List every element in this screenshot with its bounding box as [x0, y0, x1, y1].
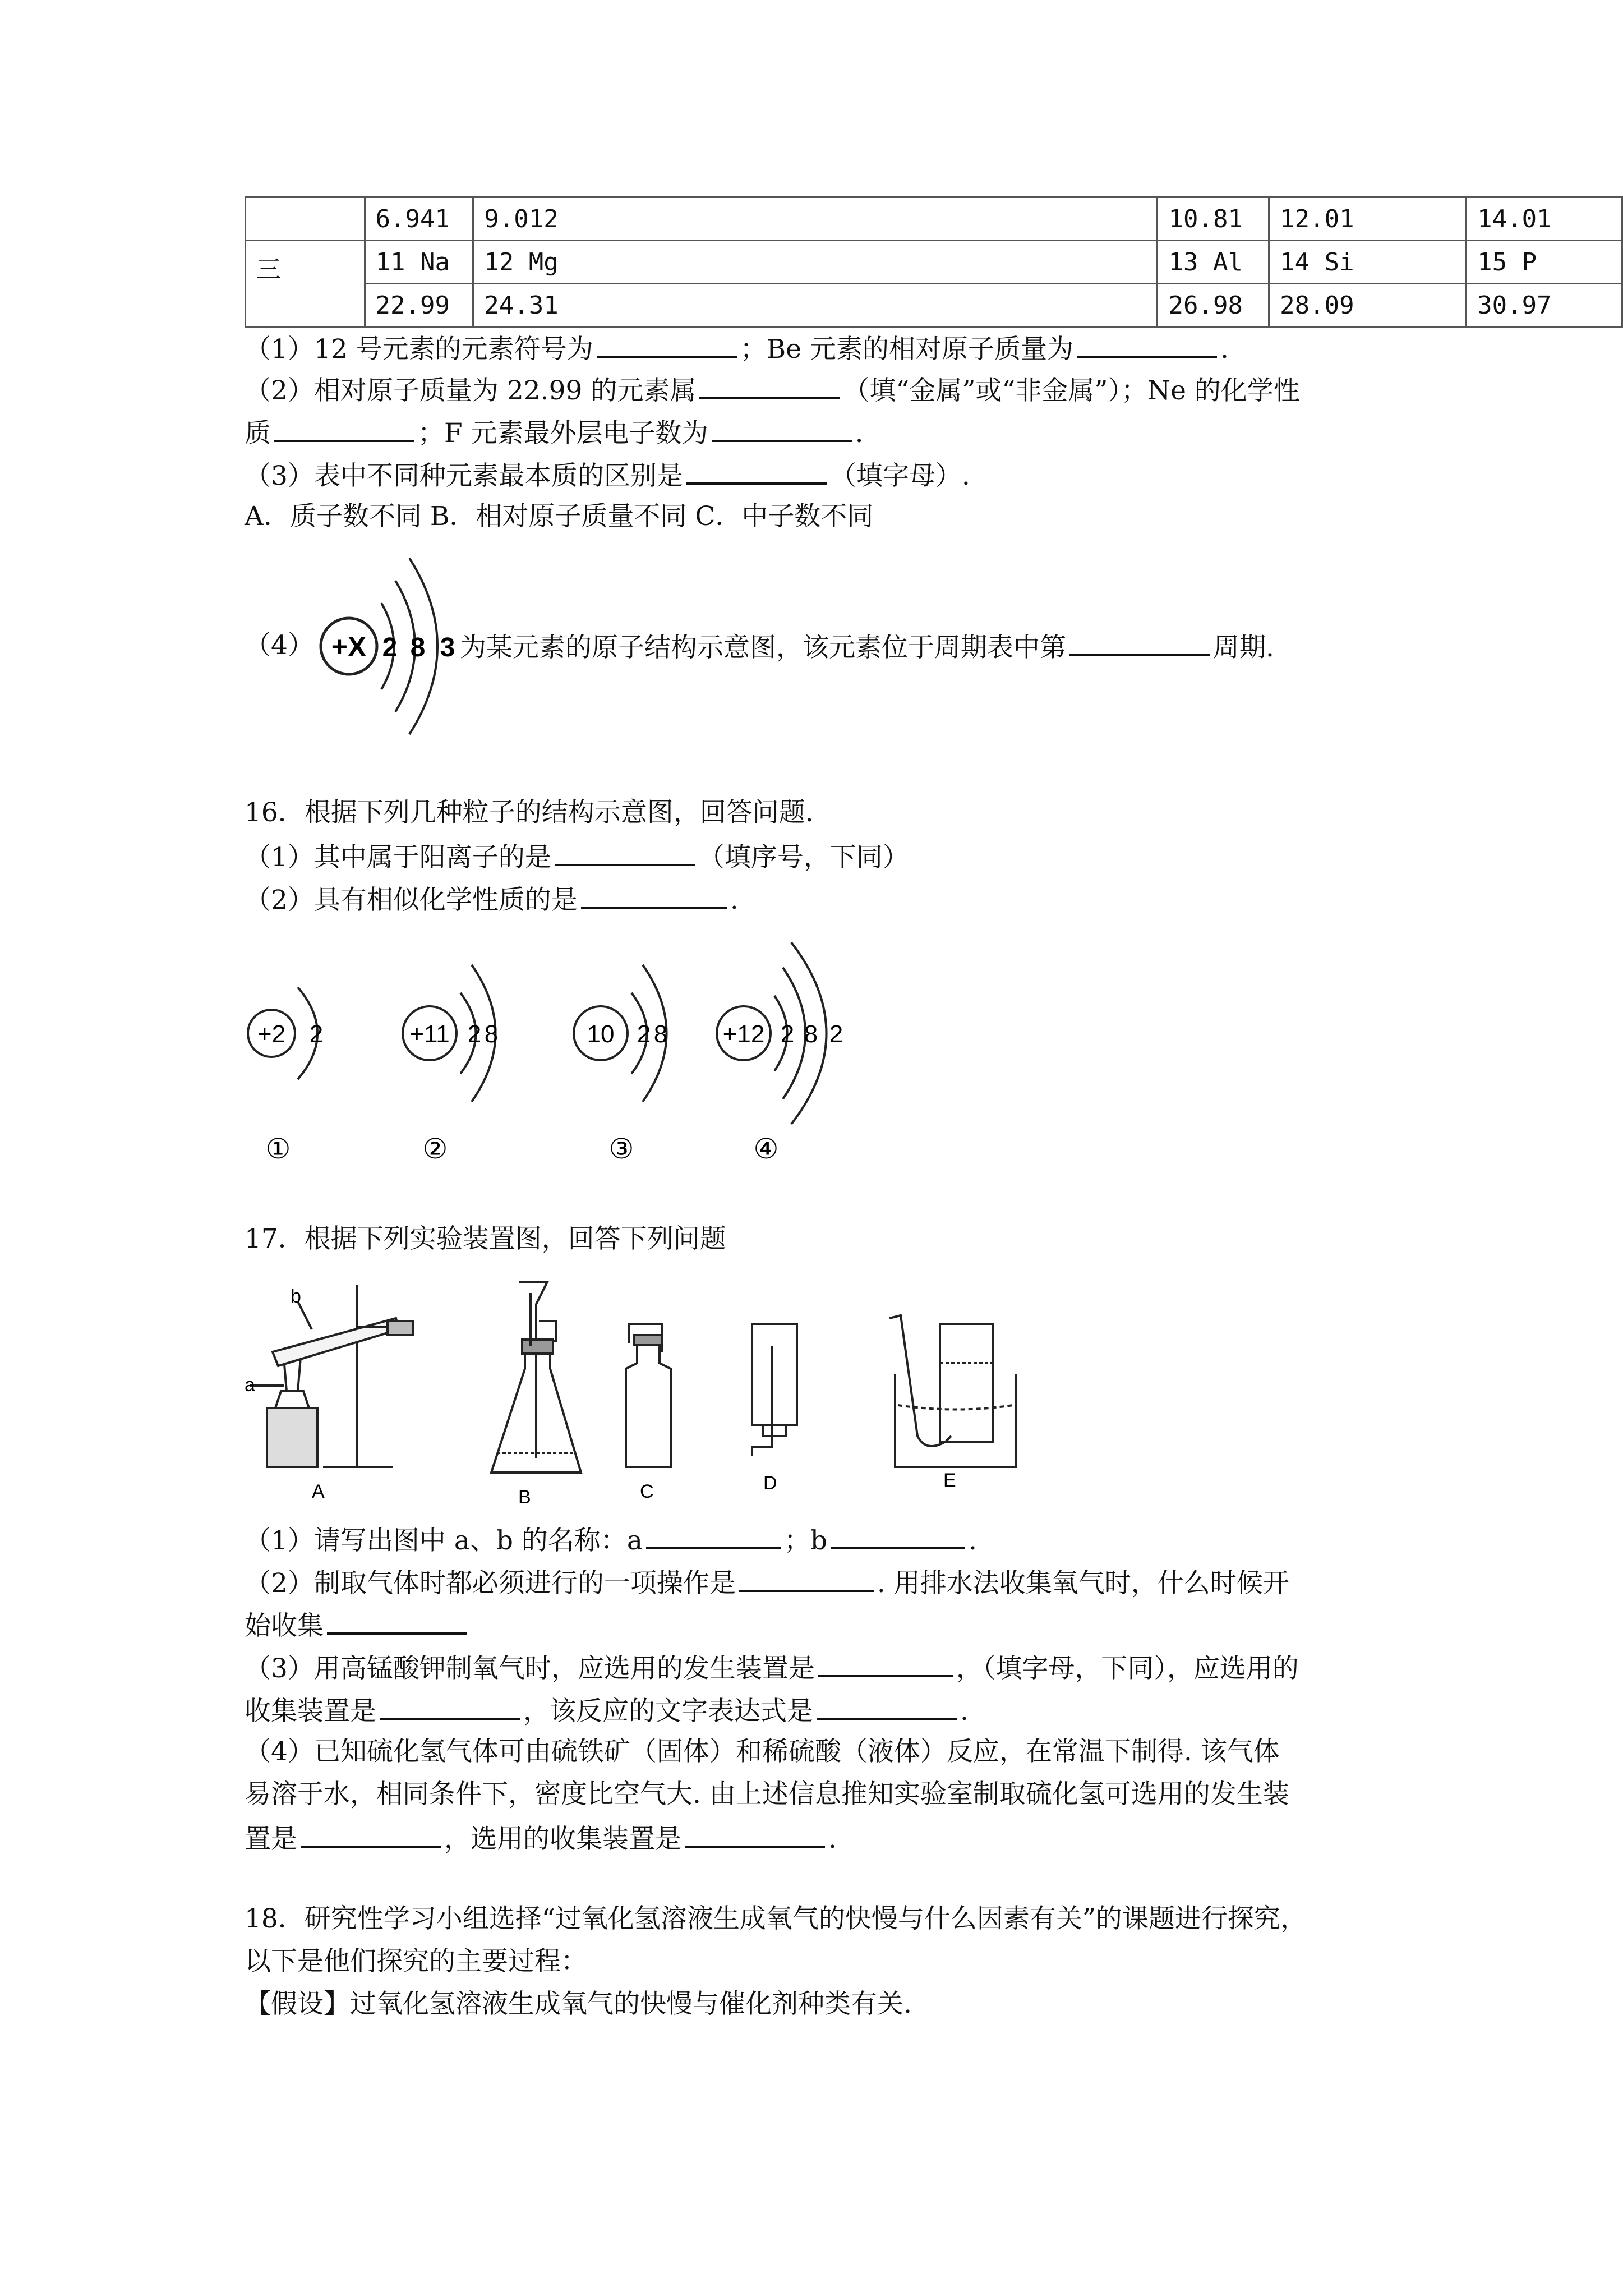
svg-text:2: 2: [382, 633, 398, 662]
answer-blank[interactable]: [686, 457, 827, 485]
answer-blank[interactable]: [712, 414, 852, 442]
table-cell: 26.98: [1158, 284, 1269, 327]
atom-structure-diagram: [303, 553, 471, 740]
answer-blank[interactable]: [818, 1649, 953, 1677]
svg-text:+2: +2: [257, 1020, 286, 1048]
answer-blank[interactable]: [274, 414, 414, 442]
svg-text:8: 8: [410, 633, 426, 662]
table-row: [246, 284, 1622, 327]
svg-text:②: ②: [422, 1133, 448, 1165]
label-b: b: [291, 1286, 301, 1307]
table-cell: 13 Al: [1158, 241, 1269, 284]
label-D: D: [763, 1473, 777, 1494]
svg-text:2: 2: [780, 1020, 795, 1048]
apparatus-a: [250, 1285, 413, 1467]
table-cell: 12 Mg: [473, 241, 1158, 284]
q17-part4: （4）已知硫化氢气体可由硫铁矿（固体）和稀硫酸（液体）反应，在常温下制得. 该气体: [245, 1736, 1280, 1767]
svg-text:+X: +X: [331, 631, 367, 662]
q16-part2: （2）具有相似化学性质的是 .: [245, 881, 739, 918]
table-cell: 30.97: [1467, 284, 1622, 327]
lab-apparatus-figure: [245, 1273, 1046, 1515]
apparatus-d: [752, 1324, 797, 1456]
answer-blank[interactable]: [817, 1692, 957, 1720]
table-cell: 12.01: [1269, 197, 1467, 241]
table-cell: 24.31: [473, 284, 1158, 327]
svg-text:③: ③: [608, 1133, 634, 1165]
particle-4: [717, 942, 843, 1165]
label-B: B: [518, 1487, 531, 1508]
answer-blank[interactable]: [1077, 330, 1217, 358]
answer-blank[interactable]: [380, 1692, 520, 1720]
q17-title: 17．根据下列实验装置图，回答下列问题: [245, 1223, 726, 1254]
table-cell: 11 Na: [365, 241, 473, 284]
svg-text:+12: +12: [722, 1020, 765, 1048]
answer-blank[interactable]: [831, 1521, 965, 1549]
answer-blank[interactable]: [699, 371, 840, 399]
q17-part4-l2: 易溶于水，相同条件下，密度比空气大. 由上述信息推知实验室制取硫化氢可选用的发生装: [245, 1779, 1289, 1810]
particle-1: [248, 987, 323, 1165]
q17-part3: （3）用高锰酸钾制氧气时，应选用的发生装置是 ，（填字母，下同），应选用的: [245, 1649, 1299, 1686]
periodic-table: [245, 196, 1623, 328]
table-cell: 15 P: [1467, 241, 1622, 284]
answer-blank[interactable]: [301, 1820, 441, 1848]
q17-part3-cont: 收集装置是 ，该反应的文字表达式是 .: [245, 1692, 969, 1729]
table-cell: 14.01: [1467, 197, 1622, 241]
svg-text:2: 2: [637, 1020, 651, 1048]
particle-2: [403, 965, 498, 1165]
svg-text:10: 10: [587, 1020, 615, 1048]
q15-part2-cont: 质 ；F 元素最外层电子数为 .: [245, 414, 864, 451]
answer-blank[interactable]: [327, 1607, 467, 1635]
table-cell: 6.941: [365, 197, 473, 241]
svg-text:①: ①: [265, 1133, 291, 1165]
apparatus-e: [889, 1315, 1016, 1467]
svg-text:8: 8: [653, 1020, 668, 1048]
answer-blank[interactable]: [597, 330, 737, 358]
svg-text:8: 8: [484, 1020, 499, 1048]
svg-text:+11: +11: [409, 1020, 450, 1048]
particle-structure-diagrams: [245, 942, 873, 1178]
svg-text:3: 3: [440, 633, 455, 662]
svg-text:④: ④: [753, 1133, 779, 1165]
q16-part1: （1）其中属于阳离子的是 （填序号，下同）: [245, 838, 909, 875]
q17-part2-cont: 始收集: [245, 1607, 471, 1644]
svg-text:2: 2: [829, 1020, 843, 1048]
q18-hypothesis: 【假设】过氧化氢溶液生成氧气的快慢与催化剂种类有关.: [245, 1989, 912, 2019]
q15-part4-label: （4）: [245, 630, 314, 661]
q15-options: A．质子数不同 B．相对原子质量不同 C．中子数不同: [245, 501, 874, 532]
q17-part1: （1）请写出图中 a、b 的名称：a ；b .: [245, 1521, 977, 1558]
table-cell: 28.09: [1269, 284, 1467, 327]
svg-text:2: 2: [309, 1020, 324, 1048]
answer-blank[interactable]: [581, 881, 727, 909]
apparatus-b: [491, 1282, 581, 1473]
answer-blank[interactable]: [1069, 628, 1210, 656]
svg-text:2: 2: [467, 1020, 482, 1048]
q17-part2: （2）制取气体时都必须进行的一项操作是 . 用排水法收集氧气时，什么时候开: [245, 1564, 1289, 1601]
answer-blank[interactable]: [685, 1820, 825, 1848]
q15-part1: （1）12 号元素的元素符号为 ；Be 元素的相对原子质量为 .: [245, 330, 1229, 367]
table-cell: 10.81: [1158, 197, 1269, 241]
table-row: [246, 241, 1622, 284]
answer-blank[interactable]: [739, 1564, 874, 1592]
table-cell: 9.012: [473, 197, 1158, 241]
q18-line1: 18．研究性学习小组选择“过氧化氢溶液生成氧气的快慢与什么因素有关”的课题进行探究，: [245, 1903, 1307, 1934]
answer-blank[interactable]: [555, 838, 695, 866]
table-row: [246, 197, 1622, 241]
apparatus-c: [626, 1324, 671, 1467]
q15-part4: 为某元素的原子结构示意图，该元素位于周期表中第 周期.: [460, 628, 1274, 665]
q15-part3: （3）表中不同种元素最本质的区别是 （填字母）.: [245, 457, 970, 494]
table-cell: 22.99: [365, 284, 473, 327]
table-cell: 三: [246, 241, 365, 327]
answer-blank[interactable]: [646, 1521, 781, 1549]
label-a: a: [245, 1374, 255, 1396]
table-cell: [246, 197, 365, 241]
label-E: E: [943, 1470, 956, 1491]
label-C: C: [640, 1481, 654, 1502]
table-cell: 14 Si: [1269, 241, 1467, 284]
q16-title: 16．根据下列几种粒子的结构示意图，回答问题.: [245, 797, 814, 828]
q17-part4-l3: 置是 ，选用的收集装置是 .: [245, 1820, 837, 1857]
particle-3: [574, 965, 667, 1165]
q18-line2: 以下是他们探究的主要过程：: [245, 1946, 587, 1977]
label-A: A: [312, 1481, 325, 1502]
svg-text:8: 8: [804, 1020, 818, 1048]
q15-part2: （2）相对原子质量为 22.99 的元素属 （填“金属”或“非金属”）；Ne 的化学性: [245, 371, 1300, 408]
